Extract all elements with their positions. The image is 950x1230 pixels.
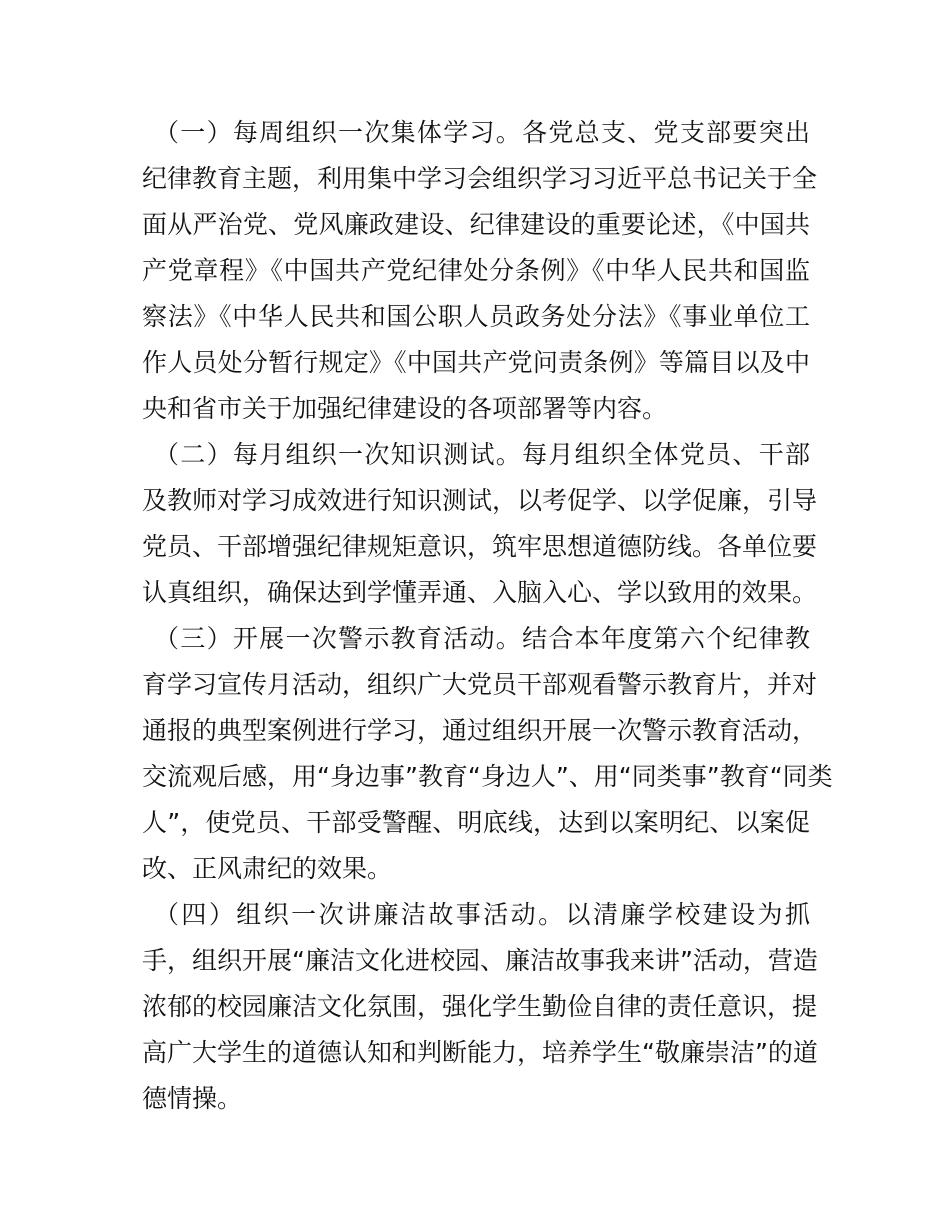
text-line: 党员、干部增强纪律规矩意识，筑牢思想道德防线。各单位要 bbox=[142, 532, 818, 561]
paragraph bbox=[142, 616, 833, 892]
text-line: 高广大学生的道德认知和判断能力，培养学生“敬廉崇洁”的道 bbox=[142, 1038, 818, 1067]
paragraph bbox=[142, 110, 818, 432]
text-line: 纪律教育主题，利用集中学习会组织学习习近平总书记关于全 bbox=[142, 164, 818, 193]
text-line: 作人员处分暂行规定》《中国共产党问责条例》等篇目以及中 bbox=[142, 348, 810, 377]
text-line: （三）开展一次警示教育活动。结合本年度第六个纪律教 bbox=[154, 624, 810, 653]
text-line: 手，组织开展“廉洁文化进校园、廉洁故事我来讲”活动，营造 bbox=[142, 946, 818, 975]
text-line: 察法》《中华人民共和国公职人员政务处分法》《事业单位工 bbox=[142, 302, 810, 331]
text-line: 面从严治党、党风廉政建设、纪律建设的重要论述，《中国共 bbox=[142, 210, 810, 239]
text-line: 通报的典型案例进行学习，通过组织开展一次警示教育活动， bbox=[142, 716, 818, 745]
text-line: 交流观后感，用“身边事”教育“身边人”、用“同类事”教育“同类 bbox=[142, 762, 833, 791]
text-line: 改、正风肃纪的效果。 bbox=[142, 854, 393, 883]
text-line: 认真组织，确保达到学懂弄通、入脑入心、学以致用的效果。 bbox=[142, 578, 818, 607]
paragraph bbox=[142, 892, 818, 1122]
text-line: 德情操。 bbox=[142, 1084, 243, 1113]
document-page bbox=[142, 110, 833, 1122]
text-line: （四）组织一次讲廉洁故事活动。以清廉学校建设为抓 bbox=[154, 900, 810, 929]
text-line: 央和省市关于加强纪律建设的各项部署等内容。 bbox=[142, 394, 668, 423]
text-line: 浓郁的校园廉洁文化氛围，强化学生勤俭自律的责任意识，提 bbox=[142, 992, 818, 1021]
text-line: 及教师对学习成效进行知识测试，以考促学、以学促廉，引导 bbox=[142, 486, 818, 515]
text-line: 育学习宣传月活动，组织广大党员干部观看警示教育片，并对 bbox=[142, 670, 818, 699]
text-line: 人”，使党员、干部受警醒、明底线，达到以案明纪、以案促 bbox=[142, 808, 810, 837]
text-line: （一）每周组织一次集体学习。各党总支、党支部要突出 bbox=[154, 118, 810, 147]
text-line: 产党章程》《中国共产党纪律处分条例》《中华人民共和国监 bbox=[142, 256, 810, 285]
paragraph bbox=[142, 432, 818, 616]
text-line: （二）每月组织一次知识测试。每月组织全体党员、干部 bbox=[154, 440, 810, 469]
